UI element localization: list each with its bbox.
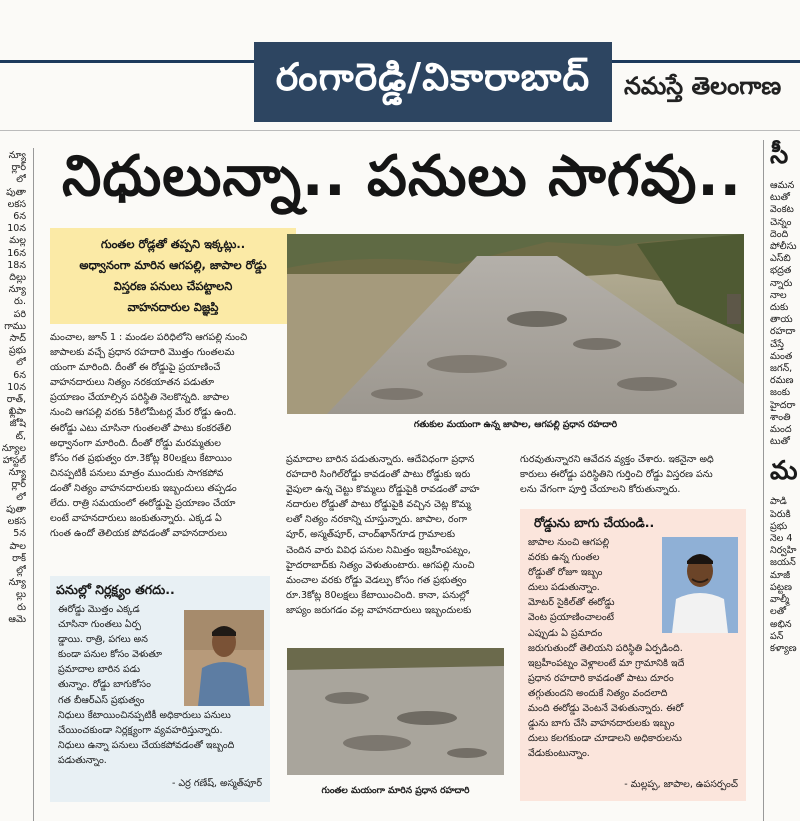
body-line: పూర్, అస్మత్‌పూర్, చాంద్‌ఖాన్‌గూడ గ్రామాలకు bbox=[286, 529, 456, 541]
right-column-heading-2: మ bbox=[770, 456, 798, 487]
quote-line: ఎప్పుడు ఏ ప్రమాదం bbox=[528, 627, 603, 639]
adjacent-text-fragment: పాడి bbox=[770, 496, 787, 508]
adjacent-text-fragment: పుతా bbox=[6, 503, 26, 515]
body-line: లతో నిత్యం నరకాన్ని చూస్తున్నారు. జాపాల, రంగా bbox=[286, 514, 468, 526]
adjacent-text-fragment: గాము bbox=[4, 320, 26, 332]
adjacent-text-fragment: జంకు bbox=[770, 387, 791, 399]
adjacent-text-fragment: దిల్లు bbox=[9, 272, 26, 284]
adjacent-text-fragment: న్యూ bbox=[8, 467, 26, 479]
body-line: ప్రమాదాల బారిన పడుతున్నారు. ఆదేవిధంగా ప్రధాన bbox=[286, 454, 475, 465]
deck-line: విస్తరణ పనులు చేపట్టాలని bbox=[113, 279, 233, 293]
quote-box-title: పనుల్లో నిర్లక్ష్యం తగదు.. bbox=[56, 582, 175, 597]
adjacent-text-fragment: కళ్యాణ bbox=[770, 642, 797, 654]
body-line: మంచాల, జూన్ 1 : మండల పరిధిలోని ఆగపల్లి నుంచి bbox=[50, 332, 248, 343]
adjacent-text-fragment: లకస bbox=[7, 198, 26, 210]
adjacent-text-fragment: న్నారు bbox=[770, 277, 793, 289]
adjacent-text-fragment: సాద్ bbox=[9, 333, 26, 345]
adjacent-text-fragment: న్యూ bbox=[8, 150, 26, 161]
adjacent-text-fragment: 18న bbox=[7, 259, 26, 271]
top-margin bbox=[0, 0, 800, 40]
adjacent-text-fragment: రాత్, bbox=[6, 394, 26, 406]
adjacent-text-fragment: ల్లు bbox=[15, 589, 26, 601]
adjacent-text-fragment: లతో bbox=[770, 606, 787, 618]
adjacent-text-fragment: 5న bbox=[13, 528, 26, 540]
adjacent-text-fragment: రహదా bbox=[770, 326, 796, 338]
section-title: రంగారెడ్డి/వికారాబాద్ bbox=[254, 42, 612, 122]
column-divider-left bbox=[33, 148, 34, 821]
adjacent-text-fragment: ఆమన bbox=[770, 180, 795, 191]
adjacent-text-fragment: పరి bbox=[13, 308, 26, 320]
adjacent-text-fragment: రు bbox=[17, 601, 26, 613]
photo-caption-main: గతుకుల మయంగా ఉన్న జాపాల, ఆగపల్లి ప్రధాన రహదారి bbox=[413, 420, 618, 430]
adjacent-text-fragment: భద్రత bbox=[770, 265, 792, 277]
adjacent-text-fragment: 10న bbox=[7, 223, 26, 235]
adjacent-text-fragment: ప్రభు bbox=[770, 520, 788, 532]
adjacent-text-fragment: రమణ bbox=[770, 375, 794, 387]
adjacent-text-fragment: లకస bbox=[7, 516, 26, 528]
quote-line: దులు కలగకుండా చూడాలని అధికారులను bbox=[528, 733, 682, 745]
quote-line: తున్నాం. రోడ్డు బాగుకోసం bbox=[58, 679, 151, 691]
body-line: ప్రయాణం చేయాల్సిన పరిస్థితి నెలకొన్నది. జాపాల bbox=[50, 392, 230, 404]
body-line: జాప్యం జరుగడం వల్ల వాహనదారులు ఇబ్బందులకు bbox=[286, 604, 472, 616]
quote-line: వెంట ప్రయాణించాలంటే bbox=[528, 612, 614, 624]
adjacent-text-fragment: 6న bbox=[13, 369, 26, 381]
quote-line: ఇబ్రహీంపట్నం వెళ్లాలంటే మా గ్రామానికి ఇదే bbox=[528, 657, 685, 669]
quote-line: నిధులు కేటాయించినప్పటికీ అధికారులు పనులు bbox=[58, 709, 231, 721]
adjacent-text-fragment: పాల bbox=[9, 540, 26, 552]
quote-line: వేడుకుంటున్నాం. bbox=[528, 748, 590, 760]
deck-line: అధ్వానంగా మారిన ఆగపల్లి, జాపాల రోడ్డు bbox=[79, 258, 267, 272]
article-body-col3 bbox=[520, 452, 746, 497]
adjacent-text-fragment: మల్ల bbox=[9, 235, 26, 247]
adjacent-text-fragment: మంత bbox=[770, 350, 793, 362]
adjacent-text-fragment: లో bbox=[16, 174, 26, 186]
adjacent-text-fragment: తాయ bbox=[770, 314, 793, 326]
body-line: లేదు. రాత్రి సమయంలో ఈరోడ్డుపై ప్రయాణం చేయా bbox=[50, 498, 236, 510]
body-line: లంటే వాహనదారులు జంకుతున్నారు. ఎక్కడ ఏ bbox=[50, 513, 222, 525]
body-line: మంచాల వరకు రోడ్డు వెడల్పు కోసం గత ప్రభుత్వం bbox=[286, 574, 467, 586]
adjacent-text-fragment: న్యూ bbox=[8, 577, 26, 589]
body-line: రూ.3కోట్ల 80లక్షలు కేటాయించింది. కానా, పనుల్లో bbox=[286, 589, 469, 601]
quote-box-signature: - మల్లప్ప, జాపాల, ఉపసర్పంచ్ bbox=[624, 779, 738, 790]
quote-box-mallappa bbox=[520, 509, 746, 801]
article-headline: నిధులున్నా.. పనులు సాగవు.. bbox=[62, 143, 742, 209]
road-photo-main bbox=[287, 234, 744, 414]
adjacent-text-fragment: జోషి bbox=[9, 418, 26, 430]
body-line: గురవుతున్నారని ఆవేదన వ్యక్తం చేశారు. ఇకనైనా అధి bbox=[520, 454, 714, 465]
adjacent-text-fragment: పట్టణ bbox=[770, 581, 792, 593]
body-line: వైపులా ఉన్న చెట్టు కొమ్మలు రోడ్డుపైకి రావడంతో వాహ bbox=[286, 484, 480, 496]
body-line: హైదరాబాద్‌కు నిత్యం వెళుతుంటారు. ఆగపల్లి నుంచి bbox=[286, 559, 475, 571]
deck-line: వాహనదారుల విజ్ఞప్తి bbox=[127, 300, 219, 314]
quote-line: జాపాల నుంచి ఆగపల్లి bbox=[528, 537, 610, 548]
quote-line: చూసినా గుంతలు ఏర్ప bbox=[58, 619, 141, 631]
adjacent-text-fragment: 6న bbox=[13, 211, 26, 223]
adjacent-text-fragment: ఎస్‌బి bbox=[770, 253, 791, 265]
quote-box-title: రోడ్డును బాగు చేయండి.. bbox=[534, 515, 655, 530]
body-line: చెందిన వారు వివిధ పనుల నిమిత్తం ఇబ్రహీంపట్నం, bbox=[286, 544, 471, 556]
body-line: జాపాలకు వచ్చే ప్రధాన రహదారి మొత్తం గుంతలమ bbox=[50, 347, 235, 359]
quote-line: డ్డాయి. రాత్రి, పగలు అన bbox=[58, 634, 148, 646]
quote-line: చేయించకుండా నిర్లక్ష్యంగా వ్యవహరిస్తున్నారు. bbox=[58, 724, 223, 736]
quote-line: తగ్గుతుందని అందుకే నిత్యం వందలాది bbox=[528, 687, 668, 699]
adjacent-text-fragment: లో bbox=[16, 357, 26, 369]
body-line: చినప్పటికీ పనులు మాత్రం ముందుకు సాగకపోవ bbox=[50, 467, 224, 479]
paper-name: నమస్తే తెలంగాణ bbox=[624, 72, 782, 100]
left-adjacent-column bbox=[0, 150, 26, 821]
quote-line: కుండా పనుల కోసం వెళుతూ bbox=[58, 649, 163, 661]
adjacent-text-fragment: ర్లార్ bbox=[11, 162, 26, 174]
article-body-col2 bbox=[286, 452, 514, 618]
adjacent-text-fragment: న్యూల bbox=[1, 442, 26, 454]
quote-line: రోడ్డుతో రోజూ ఇబ్బం bbox=[528, 567, 603, 579]
body-line: అధ్వానంగా మారింది. దీంతో రోడ్డు మరమ్మతుల bbox=[50, 437, 221, 449]
quote-line: పడుతున్నాం. bbox=[58, 754, 107, 766]
quote-line: జరుగుతుందో తెలియని పరిస్థితి ఏర్పడింది. bbox=[528, 642, 683, 654]
adjacent-text-fragment: నిర్వహి bbox=[770, 545, 797, 557]
adjacent-text-fragment: జగన్, bbox=[770, 363, 793, 375]
quote-line: ప్రమాదాల బారిన పడు bbox=[58, 664, 141, 676]
body-line: నుంచి ఆగపల్లి వరకు 5కిలోమీటర్ల మేర రోడ్డు ఉంది. bbox=[50, 407, 237, 419]
adjacent-text-fragment: దుకు bbox=[770, 302, 789, 314]
adjacent-text-fragment: పన్ bbox=[770, 630, 784, 642]
adjacent-text-fragment: 16న bbox=[7, 247, 26, 259]
body-line: కోసం గత ప్రభుత్వం రూ.3కోట్ల 80లక్షలు కేటాయిం bbox=[50, 452, 232, 464]
quote-line: గత బీఆర్‌ఎస్ ప్రభుత్వం bbox=[58, 694, 145, 706]
adjacent-text-fragment: అభిన bbox=[770, 618, 792, 630]
adjacent-text-fragment: దెంది bbox=[770, 228, 789, 240]
adjacent-text-fragment: మాజీ bbox=[770, 569, 791, 581]
adjacent-text-fragment: చెన్నం bbox=[770, 216, 792, 228]
article-deck bbox=[50, 228, 296, 324]
road-photo-bottom bbox=[287, 648, 504, 775]
portrait-photo bbox=[662, 537, 738, 633]
adjacent-text-fragment: మంద bbox=[770, 424, 792, 436]
adjacent-text-fragment: హాస్టల్ bbox=[2, 455, 26, 467]
quote-line: మంది ఈరోడ్డు వెంటనే వెళుతున్నారు. ఈరో bbox=[528, 703, 684, 715]
body-line: వాహనదారులు నిత్యం నరకయాతన పడుతూ bbox=[50, 377, 215, 389]
adjacent-text-fragment: వాల్మీ bbox=[770, 594, 790, 606]
body-line: కారులు ఈరోడ్డు పరిస్థితిని గుర్తించి రోడ్డు విస్తరణ పను bbox=[520, 469, 713, 481]
quote-line: డ్డును బాగు చేసి వాహనదారులకు ఇబ్బం bbox=[528, 718, 675, 730]
adjacent-text-fragment: న్యూ bbox=[8, 284, 26, 296]
quote-line: ఈరోడ్డు మొత్తం ఎక్కడ bbox=[58, 604, 140, 615]
portrait-photo bbox=[184, 610, 264, 706]
body-line: యంగా మారింది. దీంతో ఈ రోడ్డుపై ప్రయాణించే bbox=[50, 362, 221, 374]
quote-line: దులు పడుతున్నాం. bbox=[528, 582, 600, 594]
adjacent-text-fragment: ట్, bbox=[15, 430, 26, 442]
adjacent-text-fragment: ప్రభు bbox=[8, 345, 26, 357]
adjacent-text-fragment: నెల 4 bbox=[770, 533, 793, 545]
right-column-heading: సీ bbox=[770, 140, 789, 170]
body-line: గుంత ఉందో తెలియక పోవడంతో వాహనదారులు bbox=[50, 528, 228, 540]
adjacent-text-fragment: పెరుకి bbox=[770, 508, 791, 520]
header-divider bbox=[0, 130, 800, 131]
adjacent-text-fragment: ఆమె bbox=[8, 613, 26, 625]
body-line: లను వేగంగా పూర్తి చేయాలని కోరుతున్నారు. bbox=[520, 484, 681, 496]
quote-box-signature: - ఎర్ర గణేష్, అస్మత్‌పూర్ bbox=[171, 778, 262, 789]
adjacent-text-fragment: రాక్ bbox=[12, 552, 26, 564]
adjacent-text-fragment: ఖ్లిపా bbox=[8, 406, 26, 418]
adjacent-text-fragment: ర్లార్ bbox=[11, 479, 26, 491]
adjacent-text-fragment: జయన్ bbox=[770, 557, 796, 569]
adjacent-text-fragment: లో bbox=[16, 491, 26, 503]
adjacent-text-fragment: 10న bbox=[7, 381, 26, 393]
adjacent-text-fragment: నాల bbox=[770, 289, 787, 301]
article-body-col1 bbox=[50, 330, 298, 541]
adjacent-text-fragment: శాంతి bbox=[770, 411, 791, 423]
right-adjacent-column bbox=[770, 140, 800, 821]
deck-line: గుంతల రోడ్లతో తప్పని ఇక్కట్లు.. bbox=[100, 237, 246, 251]
quote-line: నిధులు ఉన్నా పనులు చేయకపోవడంతో ఇబ్బంది bbox=[58, 739, 235, 751]
quote-line: మోటర్ సైకిల్‌తో ఈరోడ్డు bbox=[528, 597, 615, 609]
adjacent-text-fragment: పుతా bbox=[6, 186, 26, 198]
adjacent-text-fragment: ల్లో bbox=[16, 564, 26, 576]
column-divider-right bbox=[763, 140, 764, 821]
adjacent-text-fragment: వెంకట bbox=[770, 204, 794, 216]
adjacent-text-fragment: హైదరా bbox=[770, 399, 796, 411]
body-line: నదారుల రోడ్డుతో పాటు రోడ్డుపైకి వచ్చిన చెట్ల కొమ్మ bbox=[286, 499, 471, 511]
adjacent-text-fragment: టుతో bbox=[770, 192, 790, 204]
adjacent-text-fragment: పోలీసు bbox=[770, 241, 797, 253]
quote-box-ganesh bbox=[50, 576, 270, 802]
adjacent-text-fragment: చేస్తే bbox=[770, 338, 784, 350]
adjacent-text-fragment: టుతో bbox=[770, 436, 790, 448]
photo-caption-bottom: గుంతల మయంగా మారిన ప్రధాన రహదారి bbox=[321, 786, 470, 796]
quote-line: వరకు ఉన్న గుంతల bbox=[528, 552, 600, 564]
body-line: డంతో నిత్యం వాహనదారులకు ఇబ్బందులు తప్పడం bbox=[50, 482, 237, 494]
body-line: రహదారి సింగిల్‌రోడ్డు కావడంతో పాటు రోడ్డుకు ఇరు bbox=[286, 469, 471, 481]
adjacent-text-fragment: రు. bbox=[14, 296, 26, 308]
body-line: ఈరోడ్డు ఎటు చూసినా గుంతలతో పాటు కంకరతేలి bbox=[50, 422, 232, 434]
quote-line: ప్రధాన రహదారి కావడంతో పాటు దూరం bbox=[528, 672, 674, 684]
